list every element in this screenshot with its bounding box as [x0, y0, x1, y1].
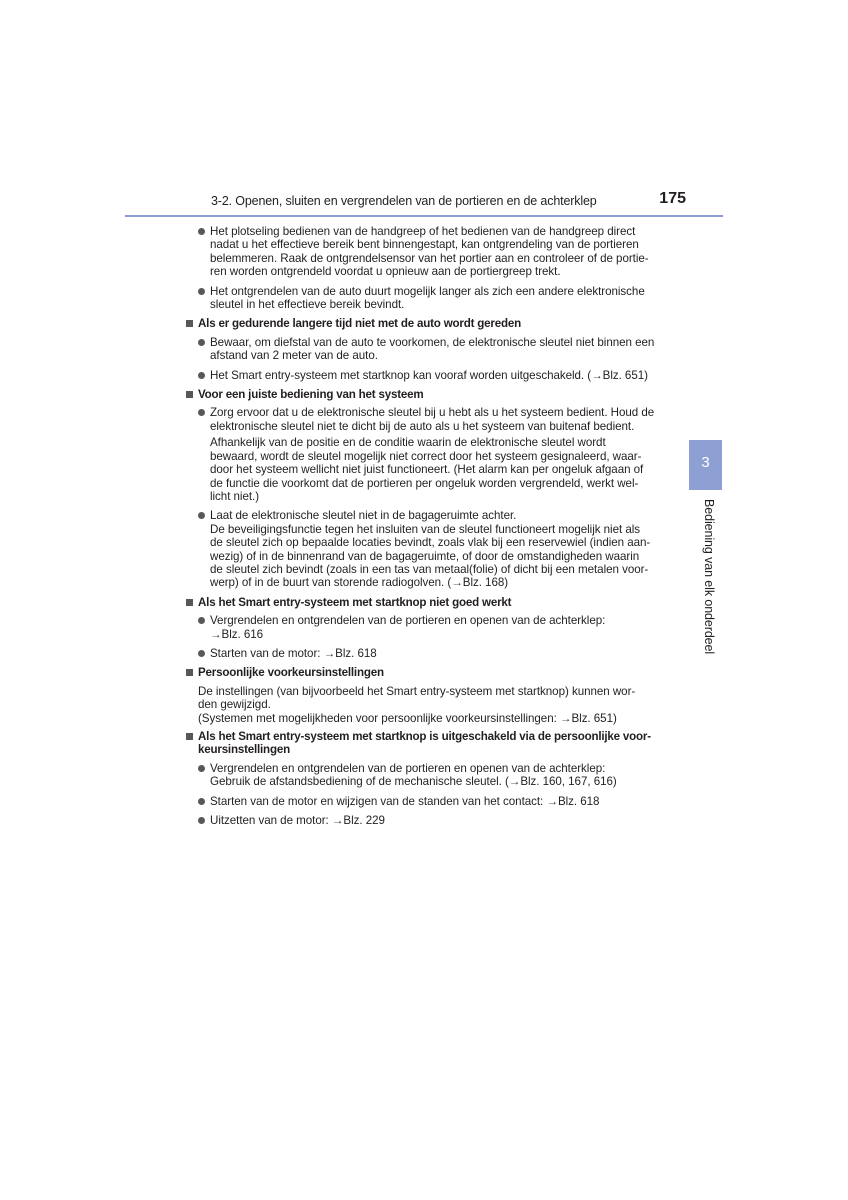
square-bullet-icon	[186, 320, 193, 327]
square-bullet-icon	[186, 669, 193, 676]
bullet-item: Starten van de motor: →Blz. 618	[185, 647, 665, 660]
bullet-item: Starten van de motor en wijzigen van de standen van het contact: →Blz. 618	[185, 795, 665, 808]
bullet-dot-icon	[198, 372, 205, 379]
section-heading: Als het Smart entry-systeem met startknop is uitgeschakeld via de persoonlijke voor- keursinstellingen	[185, 730, 665, 757]
bullet-dot-icon	[198, 798, 205, 805]
bullet-dot-icon	[198, 409, 205, 416]
bullet-item: Uitzetten van de motor: →Blz. 229	[185, 814, 665, 827]
bullet-dot-icon	[198, 650, 205, 657]
bullet-item: Het Smart entry-systeem met startknop kan vooraf worden uitgeschakeld. (→Blz. 651)	[185, 369, 665, 382]
square-bullet-icon	[186, 733, 193, 740]
section-heading: Als er gedurende langere tijd niet met de auto wordt gereden	[185, 317, 665, 330]
square-bullet-icon	[186, 391, 193, 398]
bullet-item: Het ontgrendelen van de auto duurt mogelijk langer als zich een andere elektronische sleutel in het effectieve bereik bevindt.	[185, 285, 665, 312]
header-rule	[125, 215, 723, 217]
bullet-dot-icon	[198, 228, 205, 235]
bullet-dot-icon	[198, 617, 205, 624]
bullet-dot-icon	[198, 512, 205, 519]
header-title: 3-2. Openen, sluiten en vergrendelen van de portieren en de achterklep	[211, 194, 597, 208]
bullet-dot-icon	[198, 339, 205, 346]
square-bullet-icon	[186, 599, 193, 606]
section-heading: Als het Smart entry-systeem met startknop niet goed werkt	[185, 596, 665, 609]
chapter-tab: 3	[689, 440, 722, 490]
bullet-item: Het plotseling bedienen van de handgreep of het bedienen van de handgreep direct nadat u het effectieve bereik bent binnengestapt, kan ontgrendeling van de portieren belemmeren. Raak de ontgrendelsensor van het portier aan en controleer of de portie- ren worden ontgrendeld voordat u opnieuw aan de portiergreep trekt.	[185, 225, 665, 279]
chapter-side-label: Bediening van elk onderdeel	[702, 499, 716, 655]
section-heading: Persoonlijke voorkeursinstellingen	[185, 666, 665, 679]
bullet-dot-icon	[198, 765, 205, 772]
bullet-dot-icon	[198, 817, 205, 824]
section-heading: Voor een juiste bediening van het systeem	[185, 388, 665, 401]
paragraph: Afhankelijk van de positie en de conditie waarin de elektronische sleutel wordt bewaard, wordt de sleutel mogelijk niet correct door het systeem gesignaleerd, waar- door het systeem wellicht niet juist functioneert. (Het alarm kan per ongeluk afgaan of de functie die voorkomt dat de portieren per ongeluk worden vergrendeld, werkt wel- licht niet.)	[210, 436, 644, 503]
paragraph: De instellingen (van bijvoorbeeld het Smart entry-systeem met startknop) kunnen wor- den gewijzigd. (Systemen met mogelijkheden voor persoonlijke voorkeursinstellingen: →Blz. 651)	[198, 684, 636, 725]
main-content	[185, 225, 665, 833]
bullet-item: Laat de elektronische sleutel niet in de bagageruimte achter. De beveiligingsfunctie tegen het insluiten van de sleutel functioneert mogelijk niet als de sleutel zich op bepaalde locaties bevindt, zoals vlak bij een reservewiel (indien aan- wezig) of in de binnenrand van de bagageruimte, of door de omstandigheden waarin de sleutel zich bevindt (zoals in een tas van metaal(folie) of dicht bij een metalen voor- werp) of in de buurt van storende radiogolven. (→Blz. 168)	[185, 509, 665, 589]
bullet-item: Zorg ervoor dat u de elektronische sleutel bij u hebt als u het systeem bedient. Houd de elektronische sleutel niet te dicht bij de auto als u het systeem van buitenaf bedient.	[185, 406, 665, 433]
page-number: 175	[659, 190, 686, 207]
bullet-dot-icon	[198, 288, 205, 295]
bullet-item: Vergrendelen en ontgrendelen van de portieren en openen van de achterklep: →Blz. 616	[185, 614, 665, 641]
bullet-item: Bewaar, om diefstal van de auto te voorkomen, de elektronische sleutel niet binnen een afstand van 2 meter van de auto.	[185, 336, 665, 363]
bullet-item: Vergrendelen en ontgrendelen van de portieren en openen van de achterklep: Gebruik de afstandsbediening of de mechanische sleutel. (→Blz. 160, 167, 616)	[185, 762, 665, 789]
